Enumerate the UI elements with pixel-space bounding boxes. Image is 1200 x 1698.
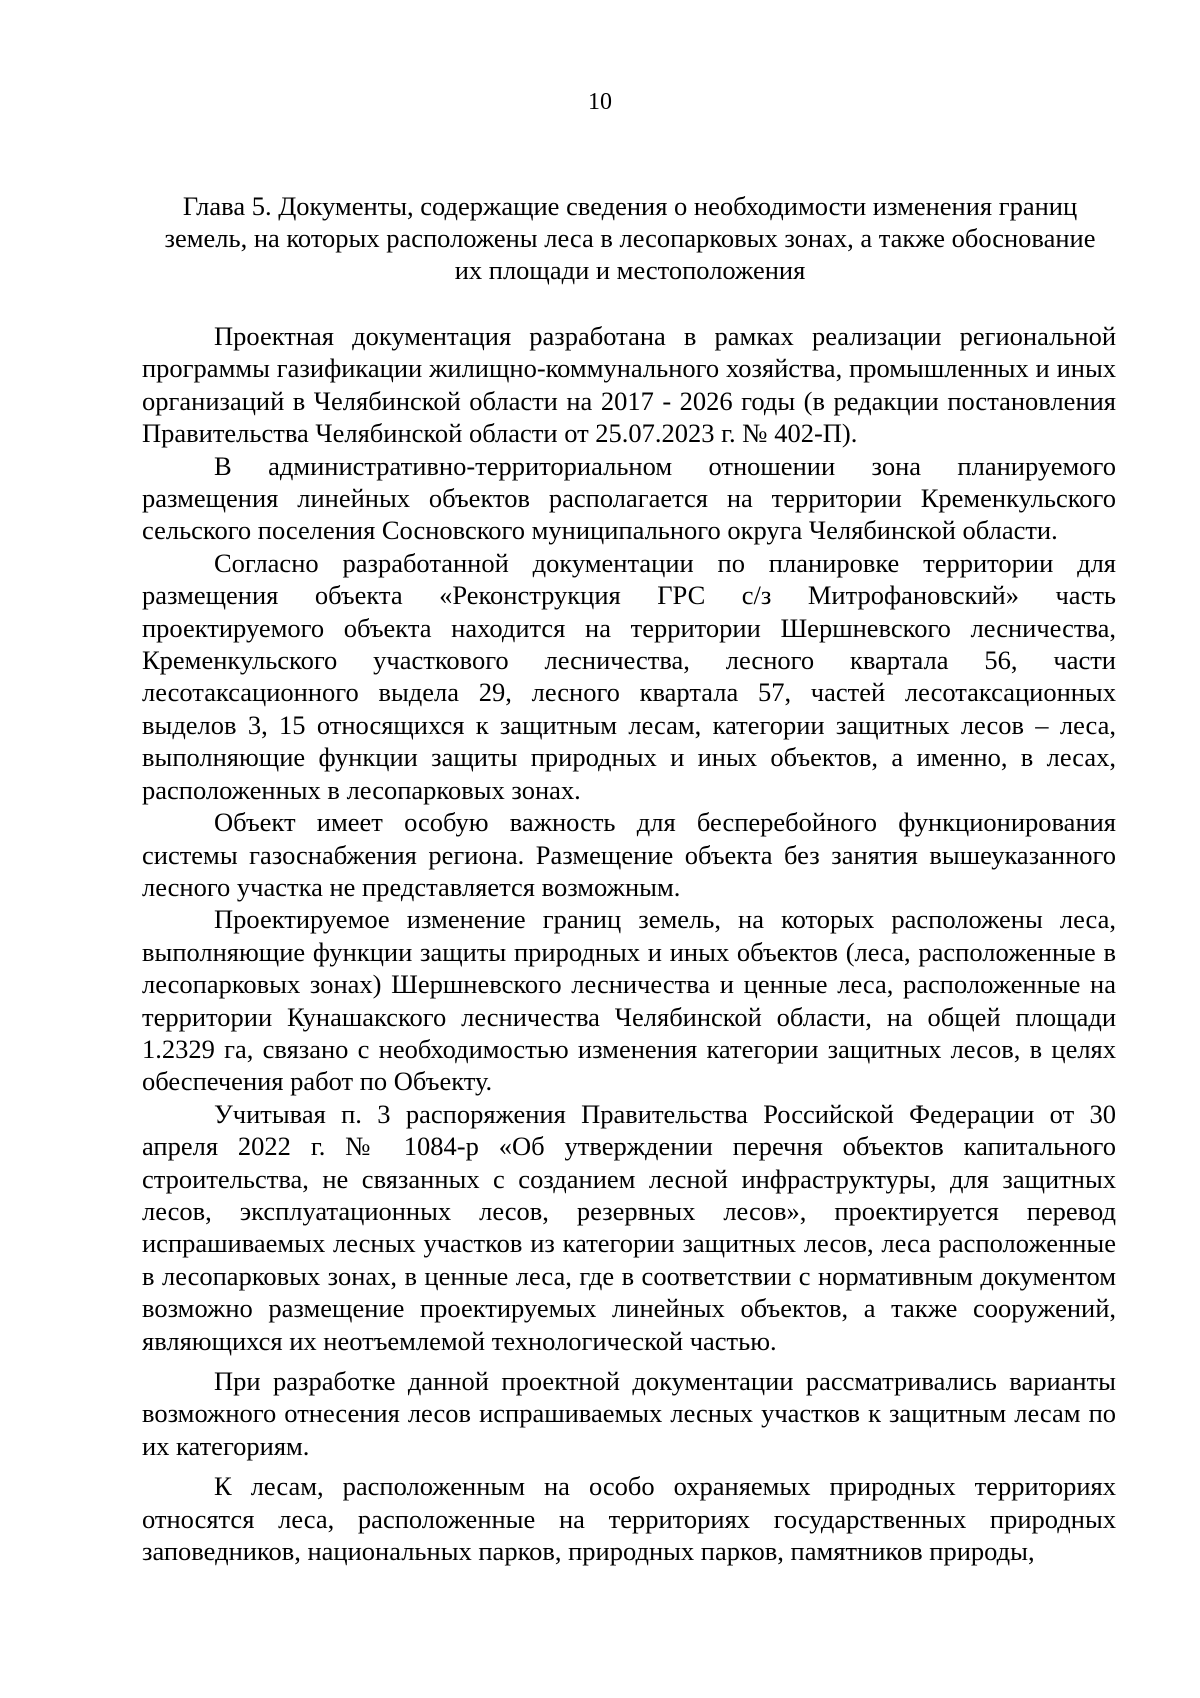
page-number: 10 bbox=[588, 89, 612, 115]
paragraph-regulation: Учитывая п. 3 распоряжения Правительства Российской Федерации от 30 апреля 2022 г. № 1084-р «Об утверждении перечня объектов капитального строительства, не связанных с созданием лесной инфраструктуры, для защитных лесов, эксплуатационных лесов, резервных лесов», проектируется перевод испрашиваемых лесных участков из категории защитных лесов, леса расположенные в лесопарковых зонах, в ценные леса, где в соответствии с нормативным документом возможно размещение проектируемых линейных объектов, а также сооружений, являющихся их неотъемлемой технологической частью. bbox=[142, 1098, 1116, 1356]
paragraph-protected-areas: К лесам, расположенным на особо охраняемых природных территориях относятся леса, расположенные на территориях государственных природных заповедников, национальных парков, природных парков, памятников природы, bbox=[142, 1471, 1116, 1567]
chapter-title: Глава 5. Документы, содержащие сведения о необходимости изменения границ земель, на которых расположены леса в лесопарковых зонах, а также обоснование их площади и местоположения bbox=[164, 191, 1096, 285]
paragraph-boundary-change: Проектируемое изменение границ земель, на которых расположены леса, выполняющие функции защиты природных и иных объектов (леса, расположенные в лесопарковых зонах) Шершневского лесничества и ценные леса, расположенные на территории Кунашакского лесничества Челябинской области, на общей площади 1.2329 га, связано с необходимостью изменения категории защитных лесов, в целях обеспечения работ по Объекту. bbox=[142, 904, 1116, 1097]
paragraph-importance: Объект имеет особую важность для бесперебойного функционирования системы газоснабжения региона. Размещение объекта без занятия вышеуказанного лесного участка не представляется возможным. bbox=[142, 807, 1116, 902]
paragraph-program: Проектная документация разработана в рамках реализации региональной программы газификации жилищно-коммунального хозяйства, промышленных и иных организаций в Челябинской области на 2017 - 2026 годы (в редакции постановления Правительства Челябинской области от 25.07.2023 г. № 402-П). bbox=[142, 321, 1116, 449]
paragraph-forestry: Согласно разработанной документации по планировке территории для размещения объекта «Реконструкция ГРС с/з Митрофановский» часть проектируемого объекта находится на территории Шершневского лесничества, Кременкульского участкового лесничества, лесного квартала 56, части лесотаксационного выдела 29, лесного квартала 57, частей лесотаксационных выделов 3, 15 относящихся к защитным лесам, категории защитных лесов – леса, выполняющие функции защиты природных и иных объектов, а именно, в лесах, расположенных в лесопарковых зонах. bbox=[142, 547, 1116, 805]
body-text bbox=[142, 320, 1116, 1567]
paragraph-variants: При разработке данной проектной документации рассматривались варианты возможного отнесения лесов испрашиваемых лесных участков к защитным лесам по их категориям. bbox=[142, 1366, 1116, 1461]
paragraph-location: В административно-территориальном отношении зона планируемого размещения линейных объектов располагается на территории Кременкульского сельского поселения Сосновского муниципального округа Челябинской области. bbox=[142, 450, 1116, 546]
